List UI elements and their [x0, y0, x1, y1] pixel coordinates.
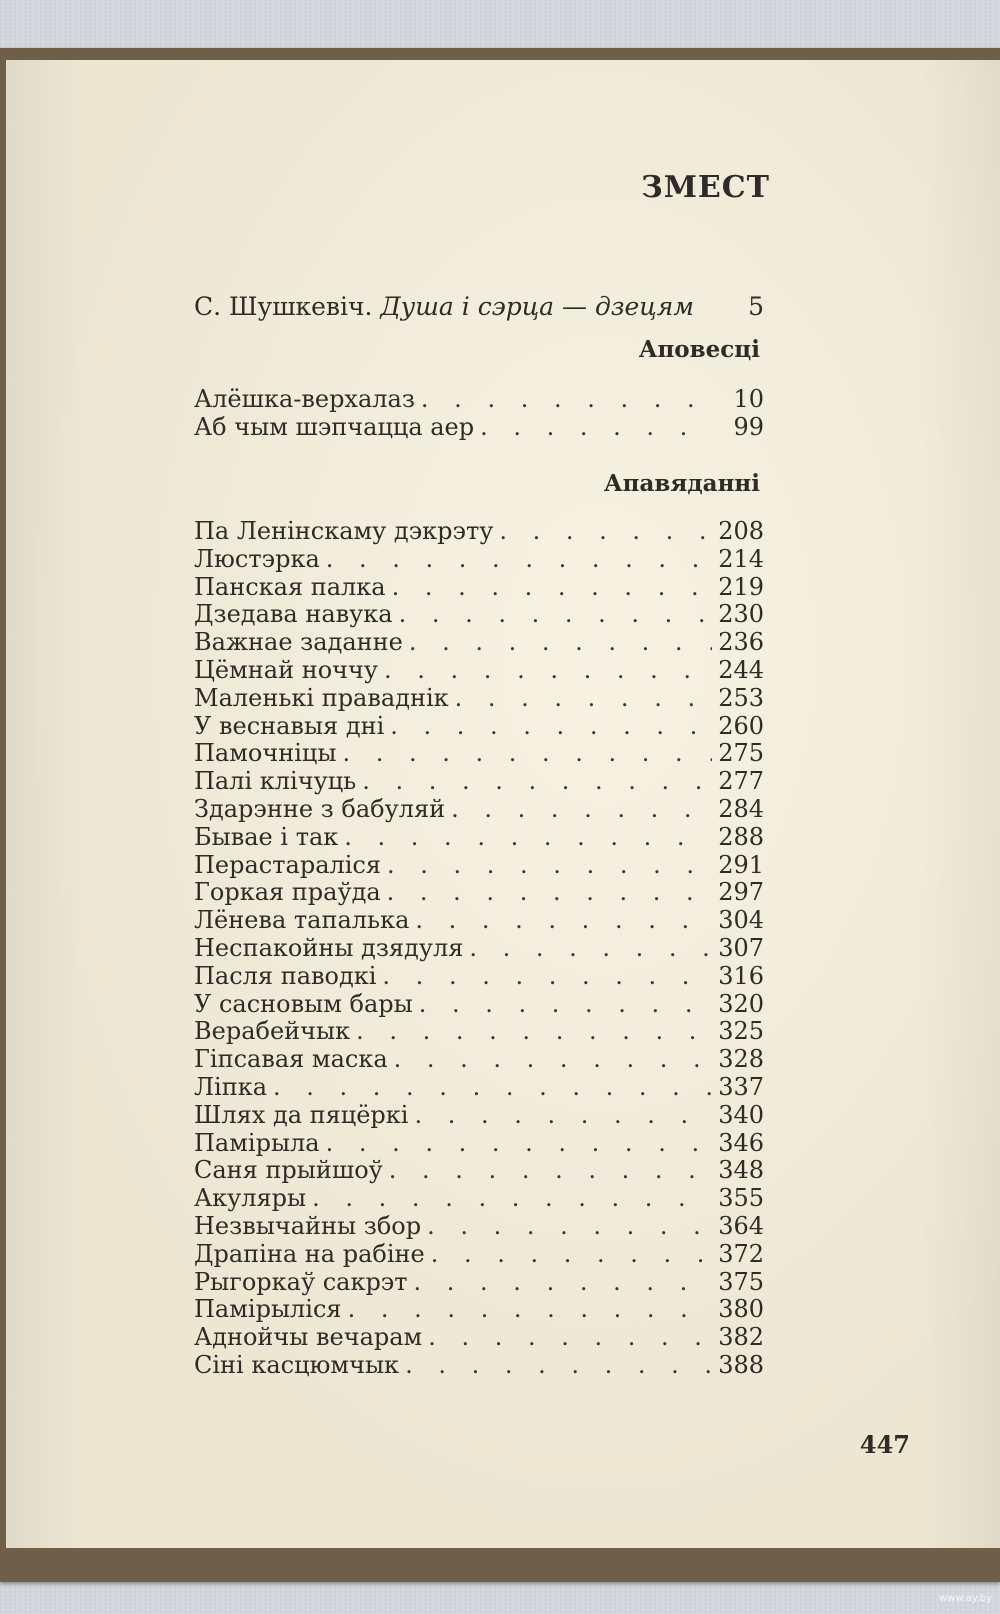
toc-entry: [194, 1130, 764, 1158]
toc-entry-title: Горкая праўда: [194, 878, 381, 907]
dot-leader: [306, 1185, 712, 1213]
toc-entry-title: Палі клічуць: [194, 767, 357, 796]
toc-entry-title: Аднойчы вечарам: [194, 1323, 423, 1352]
dot-leader: [267, 1074, 712, 1102]
toc-entry-title: Пасля паводкі: [194, 961, 377, 990]
toc-entry-page: 346: [718, 1128, 764, 1157]
dot-leader: [421, 1213, 712, 1241]
dot-leader: [376, 963, 712, 991]
toc-entry-title: Акуляры: [194, 1184, 307, 1213]
toc-entry-title: Шлях да пяцёркі: [194, 1100, 409, 1129]
dot-leader: [386, 574, 712, 602]
toc-entry: [194, 1296, 764, 1324]
dot-leader: [381, 879, 712, 907]
toc-entry-page: 364: [718, 1211, 764, 1240]
toc-entry: [194, 935, 764, 963]
toc-entry-page: 375: [718, 1267, 764, 1296]
dot-leader: [415, 386, 712, 414]
toc-entry-title: Перастараліся: [194, 850, 382, 879]
page-number: 447: [859, 1430, 910, 1459]
toc-entry-title: Аб чым шэпчацца аер: [194, 412, 475, 441]
toc-entry-title: У сасновым бары: [194, 989, 413, 1018]
toc-entry-page: 236: [718, 628, 764, 657]
toc-entry: [194, 601, 764, 629]
toc-entry-page: 382: [718, 1323, 764, 1352]
toc-entry-title: Дзедава навука: [194, 600, 393, 629]
toc-entry: [194, 768, 764, 796]
dot-leader: [384, 713, 712, 741]
dot-leader: [388, 1046, 712, 1074]
toc-entry: [194, 907, 764, 935]
toc-entry: [194, 1241, 764, 1269]
dot-leader: [409, 907, 712, 935]
toc-entry-page: 380: [718, 1295, 764, 1324]
watermark: www.ay.by: [939, 1593, 992, 1604]
toc-entry-page: 337: [718, 1072, 764, 1101]
toc-entry-page: 291: [718, 850, 764, 879]
dot-leader: [338, 824, 712, 852]
toc-entry: [194, 1157, 764, 1185]
toc-entry-title: Саня прыйшоў: [194, 1156, 383, 1185]
toc-entry-title: Верабейчык: [194, 1017, 351, 1046]
toc-list-povesti: [194, 386, 764, 442]
dot-leader: [403, 629, 712, 657]
toc-entry: [194, 685, 764, 713]
toc-entry: [194, 546, 764, 574]
toc-entry-page: 304: [718, 906, 764, 935]
toc-entry-page: 320: [718, 989, 764, 1018]
intro-title: [194, 292, 694, 321]
dot-leader: [342, 1296, 712, 1324]
dot-leader: [336, 740, 712, 768]
toc-entry-page: 325: [718, 1017, 764, 1046]
toc-entry-page: 388: [718, 1350, 764, 1379]
toc-entry-title: Памочніцы: [194, 739, 337, 768]
toc-entry: [194, 414, 764, 442]
page-title: ЗМЕСТ: [641, 170, 770, 205]
toc-entry: [194, 1046, 764, 1074]
book-page: [6, 60, 1000, 1548]
section-title-povesti: Аповесці: [638, 336, 760, 363]
toc-entry-page: 340: [718, 1100, 764, 1129]
toc-entry: [194, 1018, 764, 1046]
toc-entry-title: Незвычайны збор: [194, 1211, 422, 1240]
toc-entry-page: 284: [718, 794, 764, 823]
toc-entry-page: 99: [733, 412, 764, 441]
dot-leader: [320, 1130, 712, 1158]
dot-leader: [356, 768, 712, 796]
toc-entry-page: 328: [718, 1045, 764, 1074]
toc-entry: [194, 1269, 764, 1297]
dot-leader: [474, 414, 712, 442]
dot-leader: [445, 796, 712, 824]
toc-entry: [194, 1074, 764, 1102]
toc-entry-title: Важнае заданне: [194, 628, 403, 657]
toc-entry-page: 208: [718, 517, 764, 545]
toc-entry-title: Люстэрка: [194, 544, 320, 573]
toc-entry-title: Ліпка: [194, 1072, 268, 1101]
toc-entry-page: 219: [718, 572, 764, 601]
dot-leader: [408, 1102, 712, 1130]
toc-entry: [194, 574, 764, 602]
dot-leader: [350, 1018, 712, 1046]
dot-leader: [408, 1269, 712, 1297]
toc-entry: [194, 852, 764, 880]
dot-leader: [320, 546, 712, 574]
toc-entry-page: 288: [718, 822, 764, 851]
toc-entry: [194, 386, 764, 414]
toc-entry: [194, 879, 764, 907]
toc-entry-title: Гіпсавая маска: [194, 1045, 388, 1074]
toc-entry-title: Здарэнне з бабуляй: [194, 794, 446, 823]
toc-entry: [194, 1102, 764, 1130]
toc-entry-title: Драпіна на рабіне: [194, 1239, 425, 1268]
dot-leader: [422, 1324, 712, 1352]
toc-entry-title: Памірыла: [194, 1128, 320, 1157]
dot-leader: [413, 991, 712, 1019]
toc-entry: [194, 740, 764, 768]
section-title-apavyadanni: Апавяданні: [603, 470, 760, 497]
toc-entry-title: Маленькі праваднік: [194, 683, 449, 712]
toc-entry-title: У веснавыя дні: [194, 711, 385, 740]
dot-leader: [399, 1352, 712, 1380]
toc-entry: [194, 824, 764, 852]
toc-entry-page: 348: [718, 1156, 764, 1185]
toc-entry-title: Памірыліся: [194, 1295, 342, 1324]
toc-entry: [194, 1213, 764, 1241]
toc-entry: [194, 963, 764, 991]
intro-author: С. Шушкевіч.: [194, 292, 373, 321]
toc-entry-page: 230: [718, 600, 764, 629]
toc-entry: [194, 1324, 764, 1352]
dot-leader: [378, 657, 712, 685]
toc-entry: [194, 796, 764, 824]
toc-entry: [194, 518, 764, 546]
toc-entry: [194, 657, 764, 685]
toc-entry-page: 316: [718, 961, 764, 990]
toc-entry-title: Алёшка-верхалаз: [194, 385, 415, 413]
toc-entry: [194, 713, 764, 741]
intro-entry: [194, 292, 764, 321]
intro-page-number: 5: [748, 292, 764, 321]
toc-entry-page: 214: [718, 544, 764, 573]
toc-list-apavyadanni: [194, 518, 764, 1380]
toc-entry-page: 244: [718, 655, 764, 684]
toc-entry-page: 260: [718, 711, 764, 740]
dot-leader: [449, 685, 712, 713]
toc-entry-page: 253: [718, 683, 764, 712]
dot-leader: [393, 601, 712, 629]
toc-entry-page: 297: [718, 878, 764, 907]
toc-entry-title: Па Ленінскаму дэкрэту: [194, 517, 494, 545]
toc-entry-title: Цёмнай ноччу: [194, 655, 379, 684]
dot-leader: [381, 852, 712, 880]
toc-entry: [194, 1185, 764, 1213]
toc-entry: [194, 991, 764, 1019]
toc-entry-page: 372: [718, 1239, 764, 1268]
dot-leader: [463, 935, 712, 963]
dot-leader: [425, 1241, 712, 1269]
toc-entry-page: 275: [718, 739, 764, 768]
intro-work-title: Душа і сэрца — дзецям: [380, 292, 694, 321]
toc-entry-title: Бывае і так: [194, 822, 339, 851]
toc-entry-title: Панская палка: [194, 572, 386, 601]
toc-entry-page: 10: [733, 385, 764, 413]
dot-leader: [383, 1157, 712, 1185]
toc-entry-title: Рыгоркаў сакрэт: [194, 1267, 408, 1296]
toc-entry-title: Лёнева тапалька: [194, 906, 410, 935]
toc-entry: [194, 629, 764, 657]
toc-entry-title: Сіні касцюмчык: [194, 1350, 400, 1379]
dot-leader: [493, 518, 712, 546]
toc-entry-title: Неспакойны дзядуля: [194, 933, 464, 962]
toc-entry-page: 307: [718, 933, 764, 962]
toc-entry-page: 277: [718, 767, 764, 796]
toc-entry: [194, 1352, 764, 1380]
toc-entry-page: 355: [718, 1184, 764, 1213]
